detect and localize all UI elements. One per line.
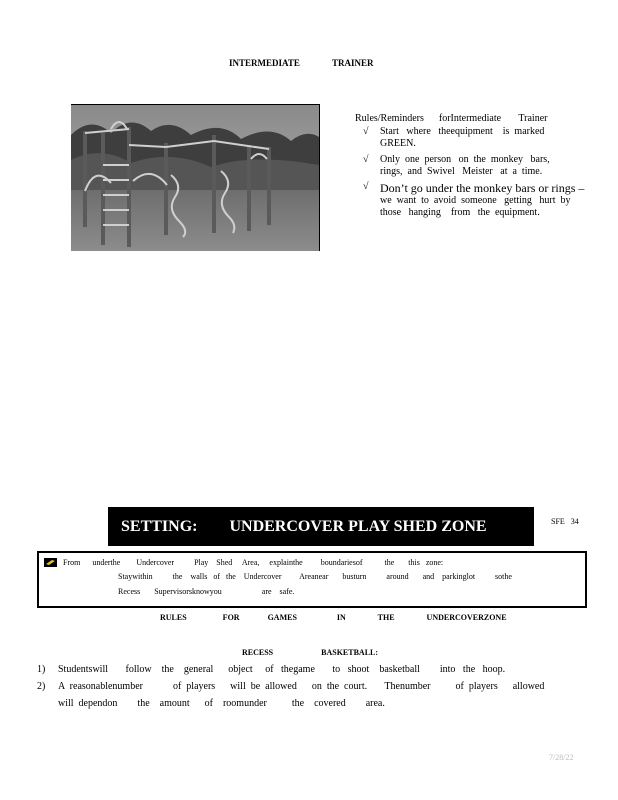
rules-heading: Rules/Reminders forIntermediate Trainer: [355, 113, 548, 124]
title-left: INTERMEDIATE: [229, 58, 300, 68]
rule-item-2: [355, 154, 595, 178]
title-right: TRAINER: [332, 58, 374, 68]
playground-photo: [71, 104, 320, 251]
rule-line: Only one person on the monkey bars,: [380, 154, 550, 165]
list-number: 1): [37, 664, 46, 675]
footer-date: 7/28/22: [549, 753, 574, 762]
recess-basketball-heading: RECESS BASKETBALL:: [242, 648, 379, 657]
rule-item-3: [355, 181, 595, 219]
list-item: [37, 678, 597, 712]
rule-item-1: [355, 126, 595, 150]
sfe-code: SFE 34: [551, 517, 579, 526]
zone-instructions-box: [37, 551, 587, 608]
playground-illustration: [71, 105, 319, 251]
rule-line: rings, and Swivel Meister at a time.: [380, 166, 543, 177]
check-icon: √: [363, 126, 369, 137]
list-text: A reasonablenumber of players will be allowed on the court. Thenumber of players allowed: [58, 681, 545, 692]
setting-value: UNDERCOVER PLAY SHED ZONE: [229, 517, 487, 535]
rule-lead: Don’t go under the monkey bars or rings –: [380, 181, 585, 195]
setting-label: SETTING:: [121, 517, 198, 535]
rule-line: those hanging from the equipment.: [380, 207, 540, 218]
pencil-hand-icon: [44, 558, 57, 567]
rules-games-heading: RULES FOR GAMES IN THE UNDERCOVERZONE: [160, 613, 507, 622]
list-number: 2): [37, 681, 46, 692]
rule-line: we want to avoid someone getting hurt by: [380, 195, 571, 206]
zone-line-2: Staywithin the walls of the Undercover Areanear busturn around and parkinglot sothe: [118, 572, 512, 581]
list-item: [37, 661, 597, 678]
list-text: will dependon the amount of roomunder the covered area.: [58, 698, 385, 709]
zone-line-1: From underthe Undercover Play Shed Area, explainthe boundariesof the this zone:: [63, 558, 444, 567]
list-text: Studentswill follow the general object of thegame to shoot basketball into the hoop.: [58, 664, 506, 675]
basketball-rules-list: [37, 661, 597, 721]
check-icon: √: [363, 154, 369, 165]
zone-line-3: Recess Supervisorsknowyou are safe.: [118, 587, 295, 596]
rule-line: GREEN.: [380, 138, 416, 149]
rule-line: Start where theequipment is marked: [380, 126, 545, 137]
rules-panel: [355, 113, 595, 219]
setting-banner: [108, 507, 534, 546]
check-icon: √: [363, 181, 369, 192]
